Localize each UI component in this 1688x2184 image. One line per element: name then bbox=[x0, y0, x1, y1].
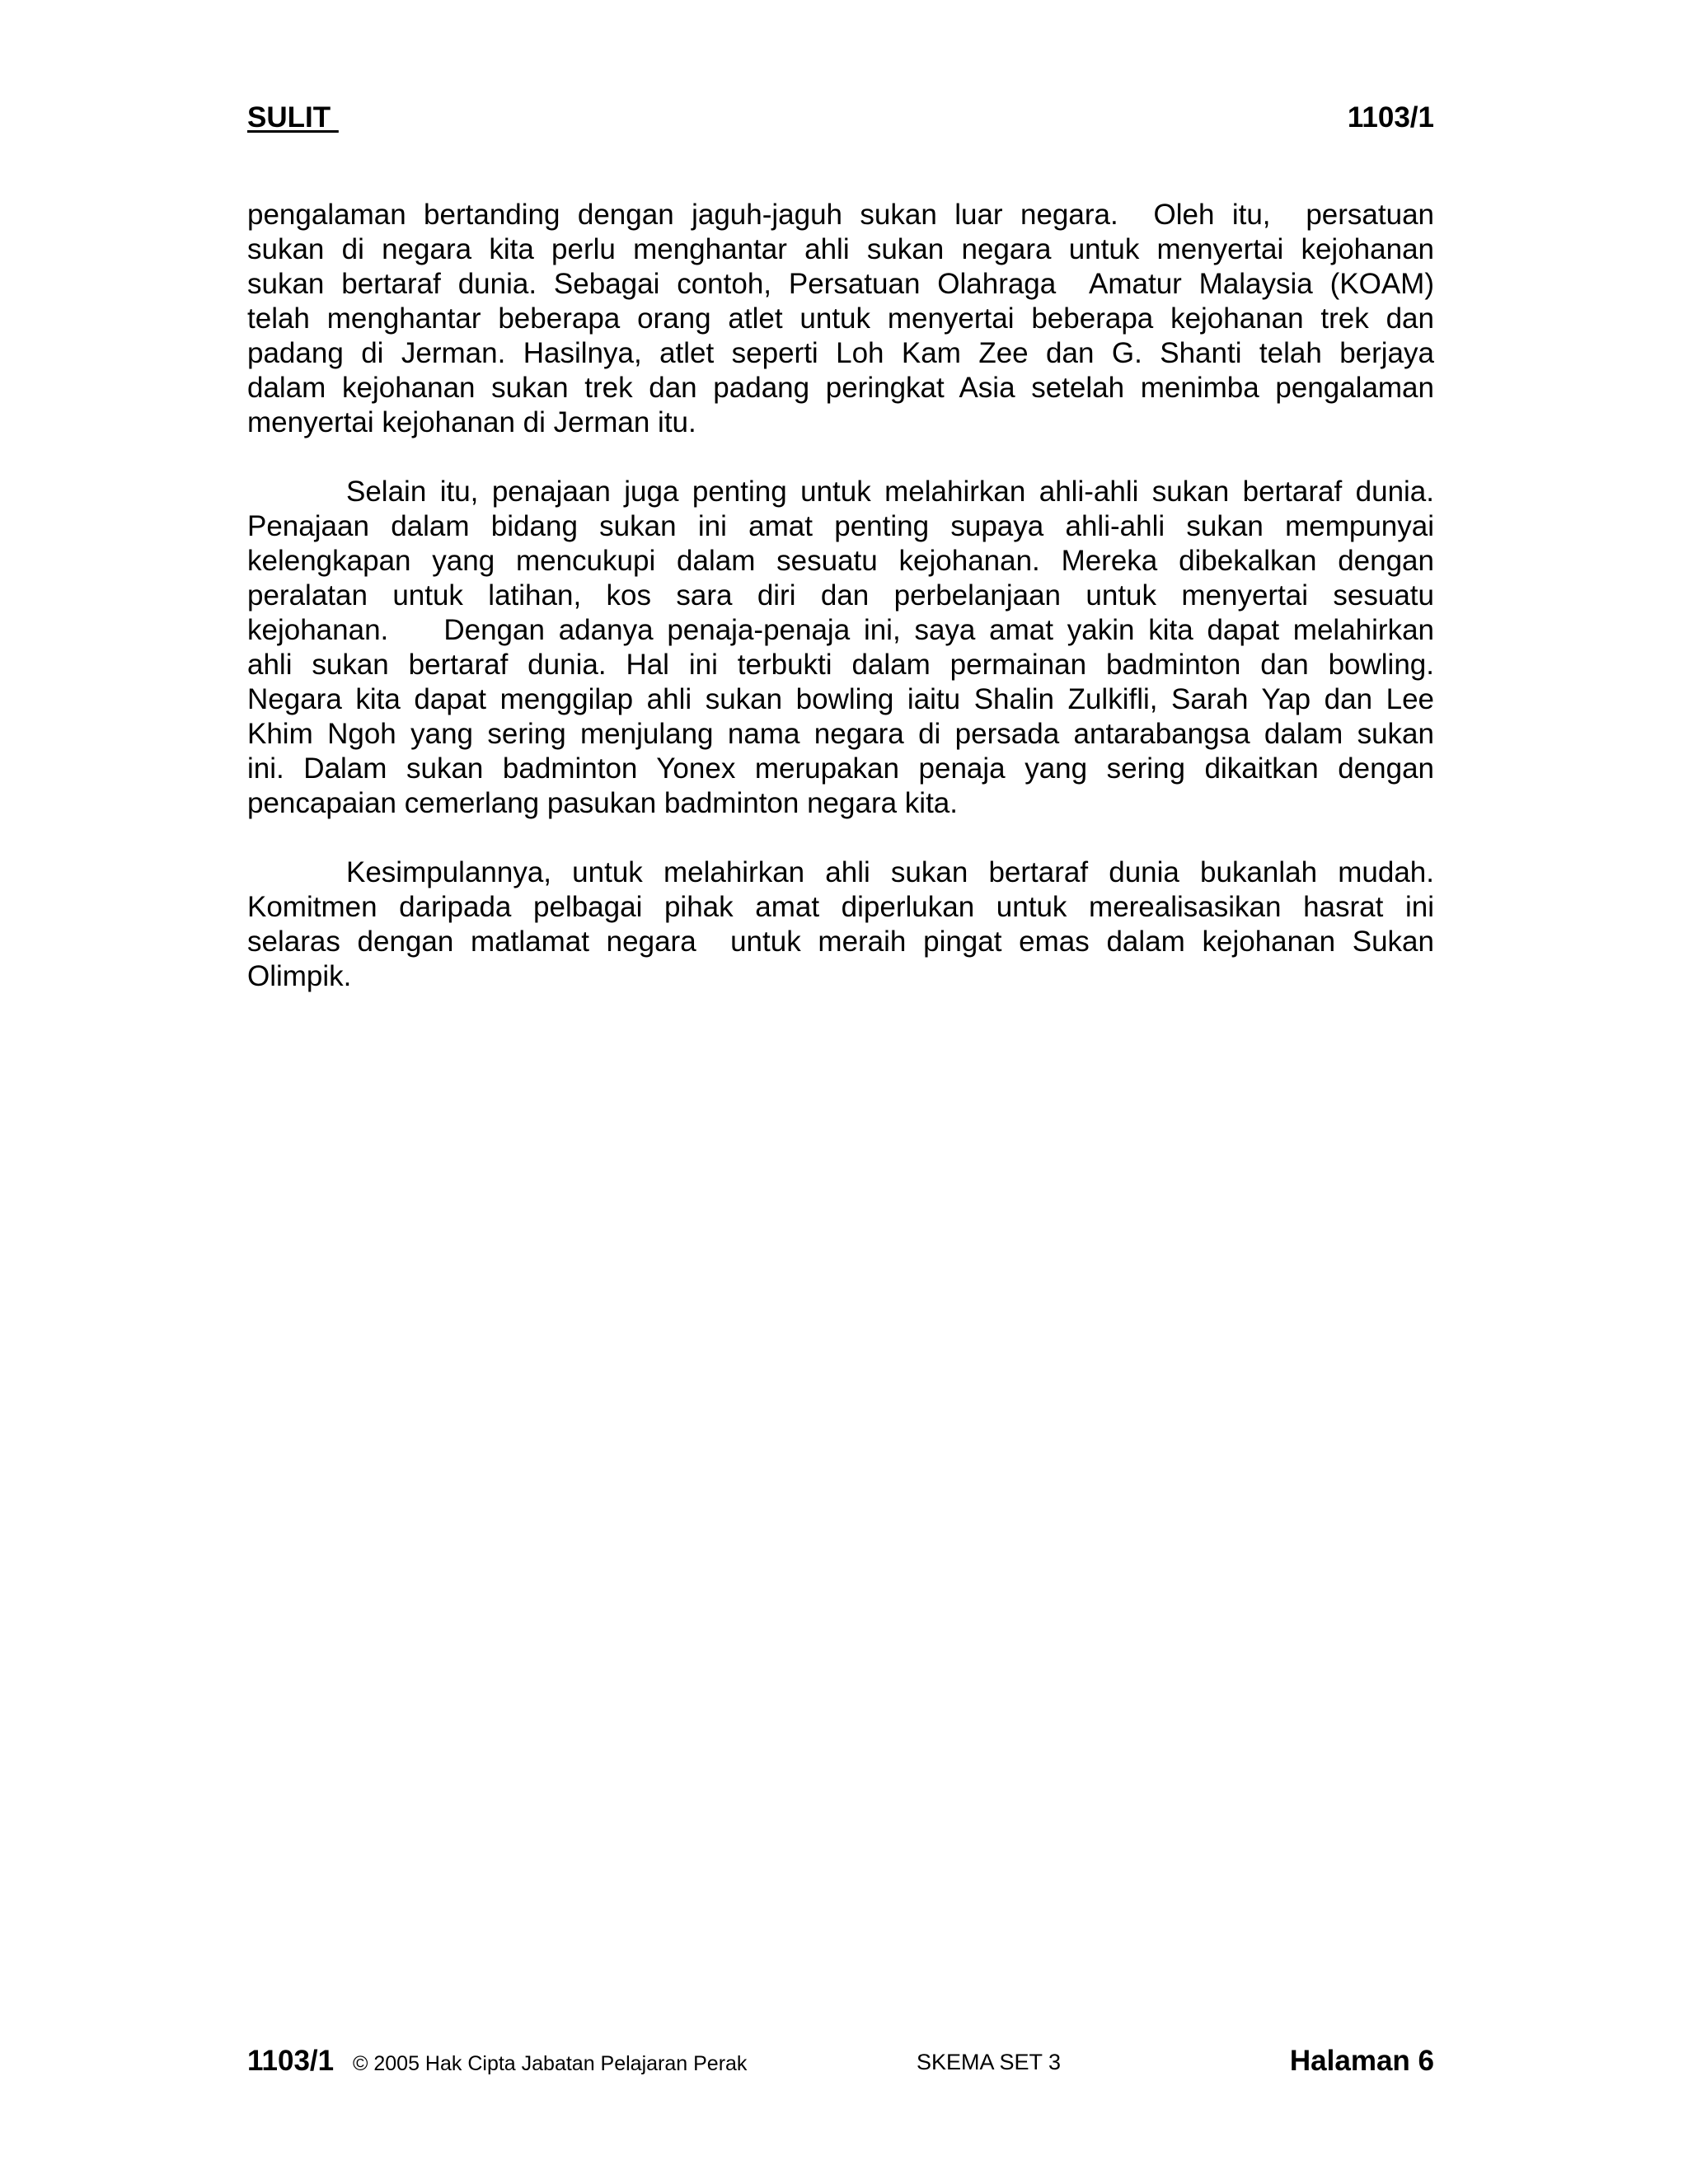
set-label: SKEMA SET 3 bbox=[917, 2050, 1062, 2074]
paragraph-2 bbox=[247, 475, 1434, 821]
paragraph-1-line: sukan di negara kita perlu menghantar ahli sukan negara untuk menyertai kejohanan bbox=[247, 233, 1434, 265]
paragraph-2-line: kelengkapan yang mencukupi dalam sesuatu kejohanan. Mereka dibekalkan dengan bbox=[247, 545, 1434, 577]
paragraph-3 bbox=[247, 855, 1434, 994]
paragraph-3-line: selaras dengan matlamat negara untuk meraih pingat emas dalam kejohanan Sukan bbox=[247, 926, 1434, 958]
paragraph-1-line: pengalaman bertanding dengan jaguh-jaguh sukan luar negara. Oleh itu, persatuan bbox=[247, 199, 1434, 231]
paragraph-1-line: menyertai kejohanan di Jerman itu. bbox=[247, 406, 696, 438]
paragraph-3-first-line bbox=[247, 855, 1434, 890]
paragraph-1-line: telah menghantar beberapa orang atlet untuk menyertai beberapa kejohanan trek dan bbox=[247, 302, 1434, 335]
copyright-notice: © 2005 Hak Cipta Jabatan Pelajaran Perak bbox=[353, 2052, 748, 2075]
paragraph-2-line: Penajaan dalam bidang sukan ini amat penting supaya ahli-ahli sukan mempunyai bbox=[247, 510, 1434, 542]
paragraph-1-line: dalam kejohanan sukan trek dan padang peringkat Asia setelah menimba pengalaman bbox=[247, 372, 1434, 404]
classification-label: SULIT bbox=[247, 101, 339, 134]
paragraph-2-line: Khim Ngoh yang sering menjulang nama negara di persada antarabangsa dalam sukan bbox=[247, 718, 1434, 750]
header-paper-code: 1103/1 bbox=[1347, 101, 1434, 134]
paragraph-2-line: pencapaian cemerlang pasukan badminton negara kita. bbox=[247, 787, 958, 819]
page-header bbox=[247, 97, 1434, 138]
paragraph-3-line: Olimpik. bbox=[247, 960, 352, 992]
page-number: Halaman 6 bbox=[1289, 2045, 1434, 2077]
paragraph-2-first-line bbox=[247, 475, 1434, 509]
paragraph-2-line-text: Selain itu, penajaan juga penting untuk melahirkan ahli-ahli sukan bertaraf dunia. bbox=[346, 476, 1434, 508]
paragraph-1 bbox=[247, 198, 1434, 440]
footer-paper-code: 1103/1 bbox=[247, 2045, 335, 2077]
paragraph-2-line: kejohanan. Dengan adanya penaja-penaja ini, saya amat yakin kita dapat melahirkan bbox=[247, 614, 1434, 646]
paragraph-2-line: Negara kita dapat menggilap ahli sukan bowling iaitu Shalin Zulkifli, Sarah Yap dan Lee bbox=[247, 683, 1434, 715]
paragraph-1-line: padang di Jerman. Hasilnya, atlet seperti Loh Kam Zee dan G. Shanti telah berjaya bbox=[247, 337, 1434, 369]
paragraph-3-line: Komitmen daripada pelbagai pihak amat diperlukan untuk merealisasikan hasrat ini bbox=[247, 891, 1434, 923]
page-footer bbox=[247, 2041, 1434, 2082]
paragraph-2-line: ini. Dalam sukan badminton Yonex merupakan penaja yang sering dikaitkan dengan bbox=[247, 752, 1434, 785]
paragraph-2-line: ahli sukan bertaraf dunia. Hal ini terbukti dalam permainan badminton dan bowling. bbox=[247, 649, 1434, 681]
paragraph-3-line-text: Kesimpulannya, untuk melahirkan ahli sukan bertaraf dunia bukanlah mudah. bbox=[346, 856, 1434, 888]
paragraph-1-line: sukan bertaraf dunia. Sebagai contoh, Persatuan Olahraga Amatur Malaysia (KOAM) bbox=[247, 268, 1434, 300]
answer-body bbox=[247, 198, 1434, 1029]
paragraph-2-line: peralatan untuk latihan, kos sara diri dan perbelanjaan untuk menyertai sesuatu bbox=[247, 579, 1434, 612]
